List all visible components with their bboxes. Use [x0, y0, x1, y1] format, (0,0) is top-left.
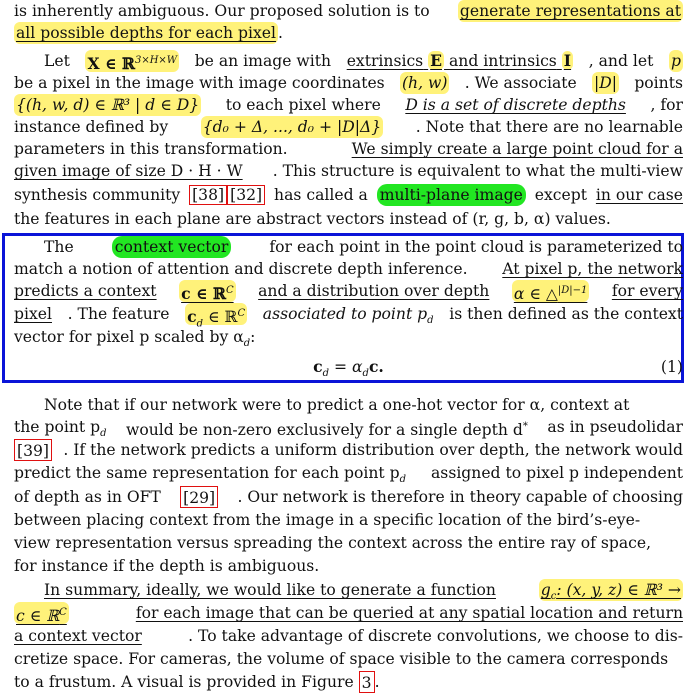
- text-line: [14, 326, 683, 348]
- text-run: parameters in this transformation.: [14, 140, 288, 158]
- math-highlight: c ∈ ℝ$^C$: [14, 602, 69, 624]
- text-run: the point $p_d$: [14, 418, 107, 440]
- text-line: [14, 236, 683, 258]
- text-run: the features in each plane are abstract vectors instead of (r, g, b, α) values.: [14, 210, 611, 228]
- text-run: assigned to pixel p independent: [431, 464, 683, 482]
- equation-body: $c_d = \alpha_dc$.: [313, 357, 384, 380]
- text-run: .: [374, 673, 380, 691]
- text-run: . Note that there are no learnable: [415, 118, 683, 136]
- text-run: match a notion of attention and discrete depth inference.: [14, 260, 468, 278]
- text-run: of depth as in OFT: [14, 488, 161, 506]
- math-superscript: 3×H×W: [134, 55, 178, 66]
- text-line: [14, 303, 683, 330]
- figure-link[interactable]: 3: [359, 671, 375, 693]
- highlight-yellow: generate representations at: [459, 2, 681, 20]
- math-highlight: [185, 303, 247, 330]
- text-run: . The feature: [67, 305, 170, 323]
- text-run: .: [278, 24, 283, 42]
- math-E: E: [430, 51, 443, 70]
- text-run: , and let: [588, 52, 654, 70]
- math-alpha: α ∈ △: [513, 285, 558, 304]
- text-run: to each pixel where: [225, 96, 381, 114]
- underlined-run: [347, 50, 573, 72]
- math-highlight: [85, 50, 179, 72]
- underlined-run: We simply create a large point cloud for a: [351, 140, 683, 158]
- math-p: p: [671, 52, 681, 70]
- text-line: [14, 555, 683, 577]
- text-run: . To take advantage of discrete convolutions, we choose to dis-: [188, 627, 683, 645]
- citation-link[interactable]: [32]: [227, 185, 265, 205]
- text-line: [14, 258, 683, 280]
- math-x: X ∈ ℝ: [87, 54, 135, 74]
- text-run: as in pseudolidar: [547, 418, 683, 436]
- underlined-run: for each image that can be queried at any spatial location and return: [135, 604, 683, 622]
- text-run: , for: [650, 96, 683, 114]
- text-line: [14, 602, 683, 624]
- text-run: and a distribution over depth: [258, 282, 490, 300]
- text-run: would be non-zero exclusively for a single depth d*: [126, 421, 528, 440]
- highlight-yellow: all possible depths for each pixel: [16, 24, 277, 42]
- underlined-run: in our case: [595, 186, 683, 204]
- math-subscript: d: [196, 318, 204, 330]
- math-c: c: [187, 307, 197, 327]
- text-run: Let: [44, 52, 70, 70]
- text-run: is then defined as the context: [449, 305, 683, 323]
- text-line: [14, 72, 683, 94]
- math-R: ∈ ℝ: [208, 308, 238, 327]
- highlight-green: multi-plane image: [377, 184, 526, 206]
- text-line: [14, 138, 683, 160]
- text-run: . This structure is equivalent to what the multi-view: [272, 162, 683, 180]
- math-depths: {d₀ + Δ, ..., d₀ + |D|Δ}: [202, 118, 382, 136]
- text-run: has called a: [274, 186, 368, 204]
- text-line: [14, 50, 683, 72]
- text-run: is inherently ambiguous. Our proposed solution is to: [14, 2, 430, 20]
- text-line: [14, 0, 683, 22]
- text-run: predicts a context: [14, 282, 157, 300]
- text-line: [14, 439, 683, 461]
- text-run: for every: [611, 282, 683, 300]
- underlined-run: pixel: [14, 305, 52, 323]
- text-run: predict the same representation for each point $p_d$: [14, 464, 407, 486]
- text-run: be an image with: [194, 52, 332, 70]
- text-line: [14, 509, 683, 531]
- underlined-run: At pixel p, the network: [502, 260, 683, 278]
- text-run: for each point in the point cloud is parameterized to: [269, 238, 683, 256]
- underlined-run: D is a set of discrete depths: [405, 96, 626, 114]
- equation-number: (1): [660, 358, 683, 376]
- text-run: In summary, ideally, we would like to generate a function: [44, 581, 496, 599]
- text-line: [14, 94, 683, 116]
- text-line: [14, 184, 683, 206]
- text-run: . We associate: [464, 74, 577, 92]
- math-superscript: |D|−1: [557, 285, 588, 296]
- text-line: [14, 671, 683, 693]
- text-line: [14, 648, 683, 670]
- math-highlight: $g_c$: (x, y, z) ∈ ℝ³ →: [540, 581, 681, 603]
- math-I: I: [563, 51, 572, 70]
- math-c: c ∈ ℝ: [181, 284, 226, 304]
- math-superscript: C: [225, 285, 234, 296]
- text-run: The: [44, 238, 74, 256]
- highlight-green: context vector: [112, 236, 232, 258]
- text-line: [14, 394, 683, 416]
- text-line: [14, 579, 683, 601]
- math-highlight: [179, 280, 236, 302]
- text-line: [14, 280, 683, 302]
- text-line: [14, 625, 683, 647]
- citation-link[interactable]: [29]: [180, 486, 218, 508]
- text-run: extrinsics: [346, 52, 424, 70]
- text-line: [14, 416, 683, 438]
- text-line: [14, 462, 683, 484]
- text-run: and intrinsics: [449, 52, 557, 70]
- text-line: [14, 486, 683, 508]
- text-run: . If the network predicts a uniform distribution over depth, the network would: [63, 441, 683, 459]
- text-run: Note that if our network were to predict a one-hot vector for α, context at: [44, 396, 630, 414]
- math-superscript: C: [237, 308, 246, 319]
- text-line: [14, 532, 683, 554]
- citation-link[interactable]: [39]: [14, 439, 52, 461]
- text-run: synthesis community: [14, 186, 181, 204]
- text-run: between placing context from the image in a specific location of the bird’s-eye-: [14, 511, 641, 529]
- equation-1: [14, 356, 683, 378]
- text-line: [14, 22, 683, 44]
- text-run: to a frustum. A visual is provided in Figure: [14, 673, 354, 691]
- math-hw: (h, w): [401, 74, 448, 92]
- text-run: points: [634, 74, 683, 92]
- text-run: cretize space. For cameras, the volume of space visible to the camera corresponds: [14, 650, 669, 668]
- text-run: be a pixel in the image with image coordinates: [14, 74, 385, 92]
- math-set: {(h, w, d) ∈ ℝ³ | d ∈ D}: [16, 96, 200, 114]
- underlined-run: given image of size D · H · W: [14, 162, 243, 180]
- math-highlight: [512, 280, 589, 302]
- text-run: except: [534, 186, 587, 204]
- text-run: for instance if the depth is ambiguous.: [14, 557, 320, 575]
- text-line: [14, 208, 683, 230]
- text-run: view representation versus spreading the context across the entire ray of space,: [14, 534, 652, 552]
- text-run: instance defined by: [14, 118, 169, 136]
- underlined-run: a context vector: [14, 627, 142, 645]
- text-line: [14, 116, 683, 138]
- text-line: [14, 160, 683, 182]
- text-run: vector for pixel p scaled by $\alpha_d$:: [14, 328, 256, 350]
- citation-link[interactable]: [38]: [189, 185, 227, 205]
- citation-group: [189, 184, 265, 206]
- text-run: . Our network is therefore in theory capable of choosing: [237, 488, 683, 506]
- text-run: associated to point $p_d$: [262, 305, 434, 327]
- math-D: |D|: [594, 74, 618, 92]
